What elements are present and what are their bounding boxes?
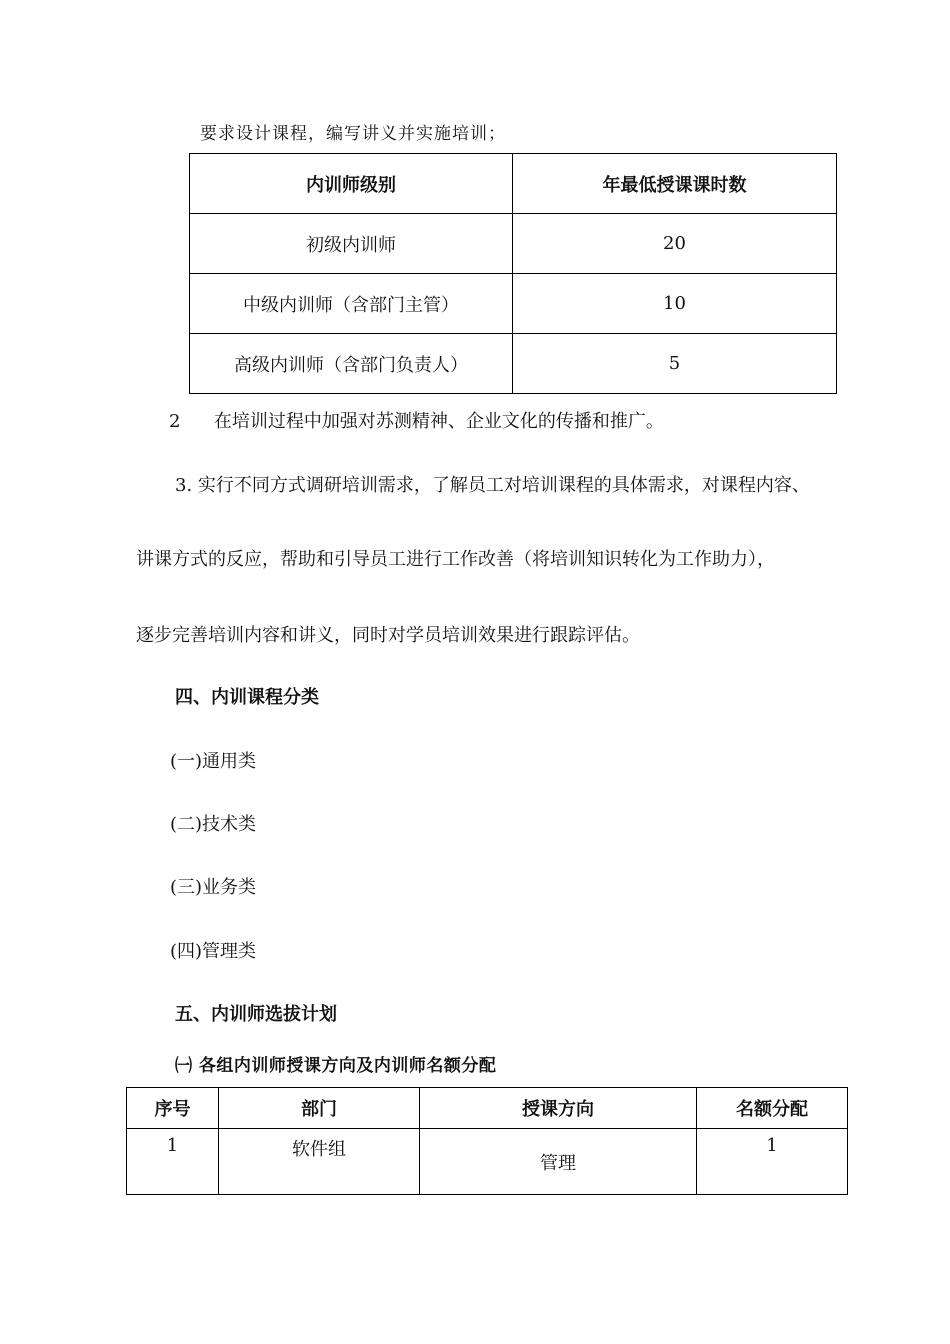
point-2 [169,410,664,434]
table-row [127,1129,848,1195]
column-header: 部门 [219,1088,420,1129]
column-header: 名额分配 [697,1088,848,1129]
section-4-heading: 四、内训课程分类 [175,687,319,708]
table-cell: 高级内训师（含部门负责人） [190,334,513,394]
column-header: 授课方向 [420,1088,697,1129]
point-2-text: 在培训过程中加强对苏测精神、企业文化的传播和推广。 [213,411,664,432]
table-header-row [190,154,837,214]
list-item: (三)业务类 [170,877,257,898]
table-header-row [127,1088,848,1129]
table-cell: 管理 [420,1129,697,1195]
table-cell: 中级内训师（含部门主管） [190,274,513,334]
trainer-quota-table [126,1087,848,1195]
table-row [190,274,837,334]
point-2-number: 2 [169,411,181,432]
table-cell: 5 [513,334,837,394]
column-header: 内训师级别 [190,154,513,214]
point-3-line-1: 3. 实行不同方式调研培训需求，了解员工对培训课程的具体需求，对课程内容、 [175,475,810,496]
section-5-subheading: ㈠ 各组内训师授课方向及内训师名额分配 [175,1056,497,1076]
list-item: (四)管理类 [170,941,257,962]
table-row [190,214,837,274]
list-item: (一)通用类 [170,751,257,772]
table-cell: 10 [513,274,837,334]
intro-line: 要求设计课程，编写讲义并实施培训； [200,124,506,144]
column-header: 年最低授课课时数 [513,154,837,214]
table-row [190,334,837,394]
list-item: (二)技术类 [170,814,257,835]
table-cell: 20 [513,214,837,274]
point-3-line-3: 逐步完善培训内容和讲义，同时对学员培训效果进行跟踪评估。 [136,625,640,646]
table-cell: 1 [127,1129,219,1195]
table-cell: 1 [697,1129,848,1195]
trainer-hours-table [189,153,837,394]
table-cell: 软件组 [219,1129,420,1195]
section-5-heading: 五、内训师选拔计划 [175,1004,337,1025]
column-header: 序号 [127,1088,219,1129]
table-cell: 初级内训师 [190,214,513,274]
point-3-line-2: 讲课方式的反应，帮助和引导员工进行工作改善（将培训知识转化为工作助力）， [136,549,775,570]
